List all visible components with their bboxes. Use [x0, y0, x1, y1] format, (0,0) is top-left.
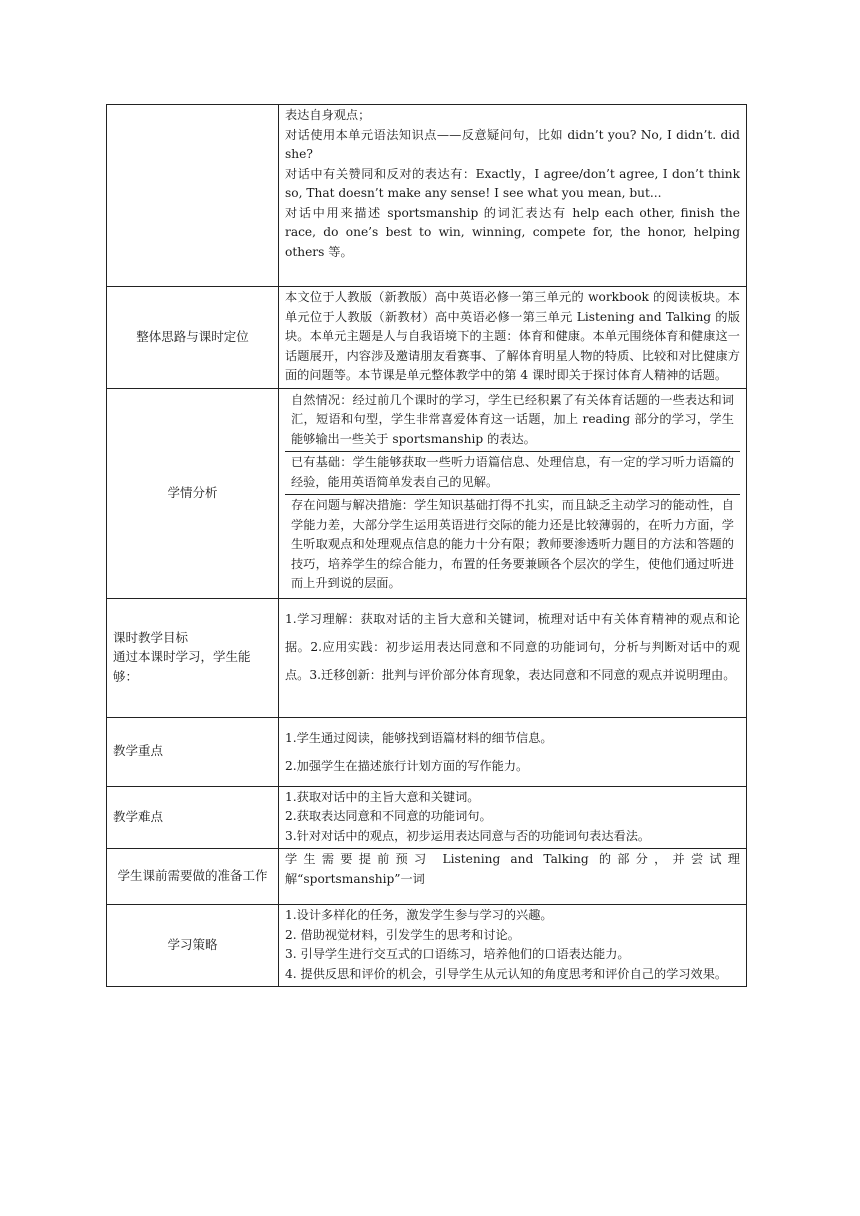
analysis-foundation: [285, 451, 740, 494]
preparation-content: [279, 849, 747, 905]
overview-row: [107, 105, 747, 287]
preparation-text: 学生需要提前预习 Listening and Talking 的部分，并尝试理解“sportsmanship”一词: [285, 852, 740, 886]
difficulties-label: 教学难点: [107, 786, 279, 849]
strategy-item: 4. 提供反思和评价的机会，引导学生从元认知的角度思考和评价自己的学习效果。: [285, 966, 728, 981]
objectives-label-line2: 通过本课时学习，学生能够：: [113, 649, 251, 684]
key-points-content: [279, 717, 747, 786]
key-point-item: 1.学生通过阅读，能够找到语篇材料的细节信息。: [285, 730, 553, 745]
strategies-row: [107, 905, 747, 987]
analysis-foundation-text: 已有基础：学生能够获取一些听力语篇信息、处理信息，有一定的学习听力语篇的经验，能用英语简单发表自己的见解。: [291, 455, 734, 489]
overview-line: 对话中有关赞同和反对的表达有：Exactly，I agree/don’t agree, I don’t think so, That doesn’t make any sense! I see what you mean, but...: [285, 166, 740, 200]
objectives-text: 1.学习理解：获取对话的主旨大意和关键词，梳理对话中有关体育精神的观点和论据。2.应用实践：初步运用表达同意和不同意的功能词句，分析与判断对话中的观点。3.迁移创新：批判与评价部分体育现象，表达同意和不同意的观点并说明理由。: [285, 611, 740, 682]
objectives-label: [107, 598, 279, 717]
analysis-problems-text: 存在问题与解决措施：学生知识基础打得不扎实，而且缺乏主动学习的能动性，自学能力差，大部分学生运用英语进行交际的能力还是比较薄弱的，在听力方面，学生听取观点和处理观点信息的能力十分有限；教师要渗透听力题目的方法和答题的技巧，培养学生的综合能力，布置的任务要兼顾各个层次的学生，使他们通过听进而上升到说的层面。: [291, 498, 734, 590]
analysis-natural-text: 自然情况：经过前几个课时的学习，学生已经积累了有关体育话题的一些表达和词汇，短语和句型，学生非常喜爱体育这一话题，加上 reading 部分的学习，学生能够输出一些关于 sportsmanship 的表达。: [291, 392, 734, 446]
difficulty-item: 2.获取表达同意和不同意的功能词句。: [285, 809, 492, 823]
positioning-row: [107, 287, 747, 389]
strategy-item: 2. 借助视觉材料，引发学生的思考和讨论。: [285, 927, 520, 942]
strategy-item: 1.设计多样化的任务，激发学生参与学习的兴趣。: [285, 908, 553, 922]
key-points-row: [107, 717, 747, 786]
analysis-problems: [285, 494, 740, 596]
key-point-item: 2.加强学生在描述旅行计划方面的写作能力。: [285, 758, 529, 773]
strategies-label: 学习策略: [107, 905, 279, 987]
objectives-label-line1: 课时教学目标: [113, 629, 189, 645]
student-analysis-label: 学情分析: [107, 388, 279, 598]
overview-line: 表达自身观点；: [285, 108, 371, 122]
objectives-content: [279, 598, 747, 717]
positioning-content: [279, 287, 747, 389]
overview-content: [279, 105, 747, 287]
key-points-label: 教学重点: [107, 717, 279, 786]
positioning-text: 本文位于人教版（新教版）高中英语必修一第三单元的 workbook 的阅读板块。本单元位于人教版（新教材）高中英语必修一第三单元 Listening and Talking 的版块。本单元主题是人与自我语境下的主题：体育和健康。本单元围绕体育和健康这一话题展开，内容涉及邀请朋友看赛事、了解体育明星人物的特质、比较和对比健康方面的问题等。本节课是单元整体教学中的第 4 课时即关于探讨体育人精神的话题。: [285, 290, 740, 382]
positioning-label: 整体思路与课时定位: [107, 287, 279, 389]
overview-label-cell: [107, 105, 279, 287]
strategy-item: 3. 引导学生进行交互式的口语练习，培养他们的口语表达能力。: [285, 947, 630, 961]
overview-line: 对话中用来描述 sportsmanship 的词汇表达有 help each other, finish the race, do one’s best to win, winning, compete for, the honor, helping others 等。: [285, 205, 740, 259]
student-analysis-row: [107, 388, 747, 598]
preparation-row: [107, 849, 747, 905]
overview-line: 对话使用本单元语法知识点——反意疑问句，比如 didn’t you? No, I didn’t. did she?: [285, 127, 740, 161]
analysis-natural: [285, 390, 740, 452]
student-analysis-content: [279, 388, 747, 598]
difficulties-row: [107, 786, 747, 849]
strategies-content: [279, 905, 747, 987]
difficulty-item: 1.获取对话中的主旨大意和关键词。: [285, 789, 480, 804]
difficulties-content: [279, 786, 747, 849]
preparation-label: 学生课前需要做的准备工作: [107, 849, 279, 905]
objectives-row: [107, 598, 747, 717]
lesson-plan-table: [106, 104, 747, 987]
difficulty-item: 3.针对对话中的观点，初步运用表达同意与否的功能词句表达看法。: [285, 828, 651, 843]
